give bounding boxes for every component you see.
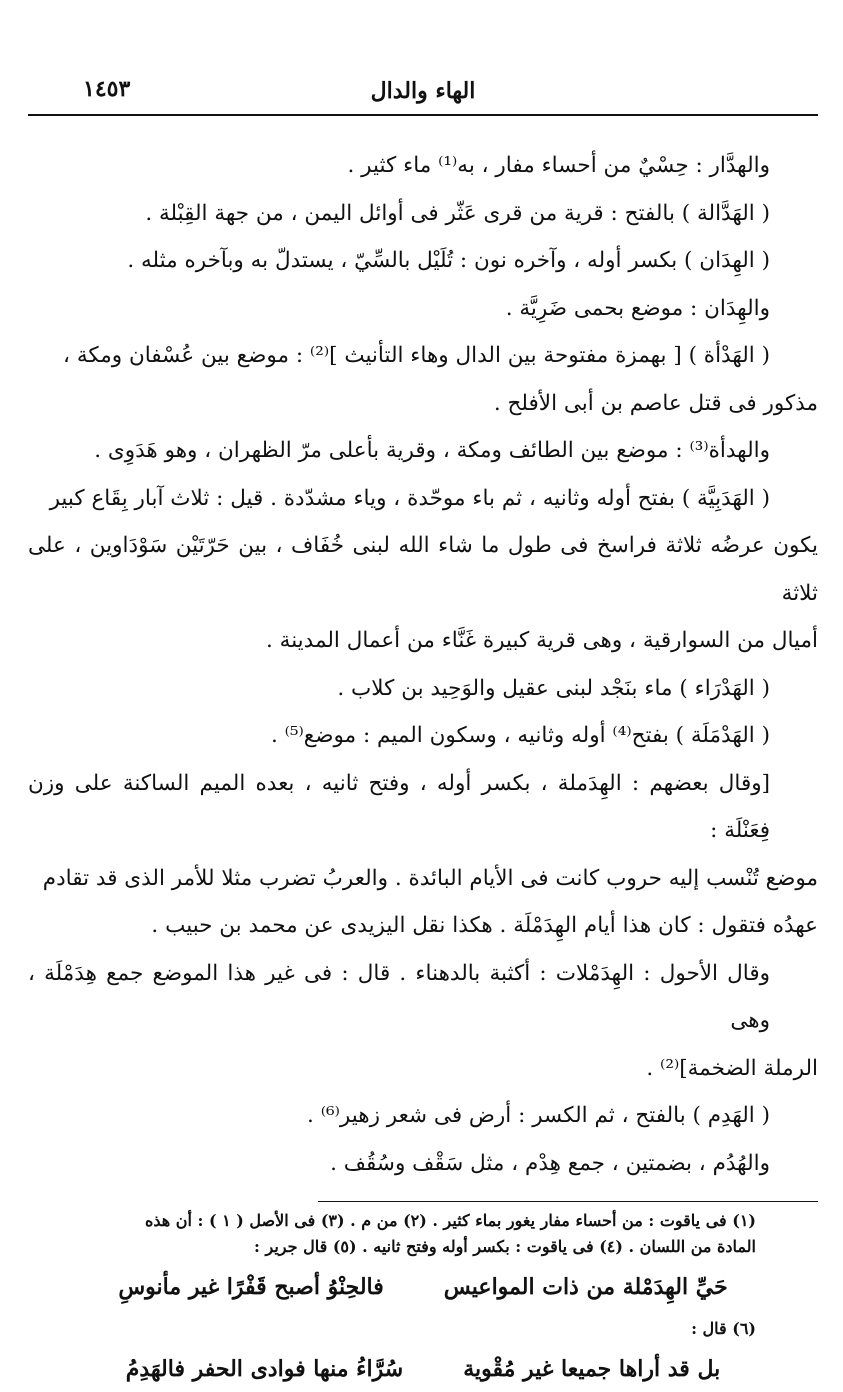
entry-paragraph: ( الهَدْرَاء ) ماء بنَجْد لبنى عقيل والوَحِيد بن كلاب . — [337, 675, 770, 701]
entry-paragraph: ( الهَدِم ) بالفتح ، ثم الكسر : أرض فى شعر زهير⁽⁶⁾ . — [307, 1103, 770, 1128]
verse-hemistich: بل قد أراها جميعا غير مُقْوية — [463, 1356, 721, 1382]
entry-paragraph: ( الهَدَبِيَّة ) بفتح أوله وثانيه ، ثم باء موحّدة ، وياء مشدّدة . قيل : ثلاث آبار بِقَاع كبير — [49, 485, 770, 511]
entry-paragraph: والهُدُم ، بضمتين ، جمع هِدْم ، مثل سَقْف وسُقُف . — [330, 1150, 770, 1176]
verse-hemistich: فالحِنْوُ أصبح قَفْرًا غير مأنوسِ — [118, 1274, 384, 1300]
entry-paragraph: ( الهِدَان ) بكسر أوله ، وآخره نون : تُلَيْل بالسِّيّ ، يستدلّ به وبآخره مثله . — [127, 248, 770, 273]
entry-paragraph: [وقال بعضهم : الهِدَملة ، بكسر أوله ، وفتح ثانيه ، بعده الميم الساكنة على وزن فِعَنْلَة : — [28, 770, 770, 843]
entry-paragraph: عهدُه فتقول : كان هذا أيام الهِدَمْلَة . هكذا نقل اليزيدى عن محمد بن حبيب . — [151, 913, 818, 938]
footnotes — [28, 1208, 818, 1260]
entry-paragraph: ( الهَدْمَلَة ) بفتح⁽⁴⁾ أوله وثانيه ، وسكون الميم : موضع⁽⁵⁾ . — [270, 723, 770, 748]
entry-paragraph: الرملة الضخمة]⁽²⁾ . — [646, 1055, 818, 1081]
entry-paragraph: وقال الأحول : الهِدَمْلات : أكثبة بالدهناء . قال : فى غير هذا الموضع جمع هِدَمْلَة ، وهى — [28, 960, 770, 1033]
page — [28, 70, 818, 1382]
footnote-verse — [28, 1264, 818, 1310]
page-header — [28, 70, 818, 116]
verse-hemistich: سُرَّاءُ منها فوادى الحفر فالهَدِمُ — [125, 1356, 404, 1382]
footnote-line: (١) فى ياقوت : من أحساء مفار يغور بماء كثير . (٢) من م . (٣) فى الأصل ( ١ ) : أن هذه — [144, 1211, 756, 1230]
entry-paragraph: ( الهَدْأة ) [ بهمزة مفتوحة بين الدال وهاء التأنيث ]⁽²⁾ : موضع بين عُسْفان ومكة ، — [63, 343, 770, 368]
entry-paragraph: والهدأة⁽³⁾ : موضع بين الطائف ومكة ، وقرية بأعلى مرّ الظهران ، وهو هَدَوِى . — [94, 438, 770, 463]
entry-paragraph: أميال من السوارقية ، وهى قرية كبيرة غَنَّاء من أعمال المدينة . — [266, 628, 818, 653]
footnote-line: (٦) قال : — [691, 1319, 756, 1338]
entry-paragraph: والهِدَان : موضع بحمى ضَرِيَّة . — [505, 295, 770, 321]
verse-hemistich: حَيِّ الهِدَمْلة من ذات المواعيس — [443, 1274, 728, 1300]
page-number: ١٤٥٣ — [83, 76, 131, 102]
entry-paragraph: موضع تُنْسب إليه حروب كانت فى الأيام البائدة . والعربُ تضرب مثلا للأمر الذى قد تقادم — [42, 865, 818, 891]
dictionary-body — [28, 142, 818, 1187]
entry-paragraph: يكون عرضُه ثلاثة فراسخ فى طول ما شاء الله لبنى خُفَاف ، بين حَرّتَيْن سَوْدَاوين ، على ثلاثة — [28, 533, 818, 606]
running-title: الهاء والدال — [370, 78, 476, 104]
footnotes — [28, 1316, 818, 1342]
footnote-verse — [28, 1346, 818, 1392]
entry-paragraph: ( الهَدَّالة ) بالفتح : قرية من قرى عَثّر فى أوائل اليمن ، من جهة القِبْلة . — [145, 200, 770, 226]
footnote-line: المادة من اللسان . (٤) فى ياقوت : بكسر أوله وفتح ثانيه . (٥) قال جرير : — [254, 1237, 756, 1256]
footnote-divider — [318, 1201, 818, 1202]
entry-paragraph: مذكور فى قتل عاصم بن أبى الأفلح . — [493, 390, 818, 416]
entry-paragraph: والهدَّار : حِسْيٌ من أحساء مفار ، به⁽¹⁾ ماء كثير . — [347, 153, 770, 178]
